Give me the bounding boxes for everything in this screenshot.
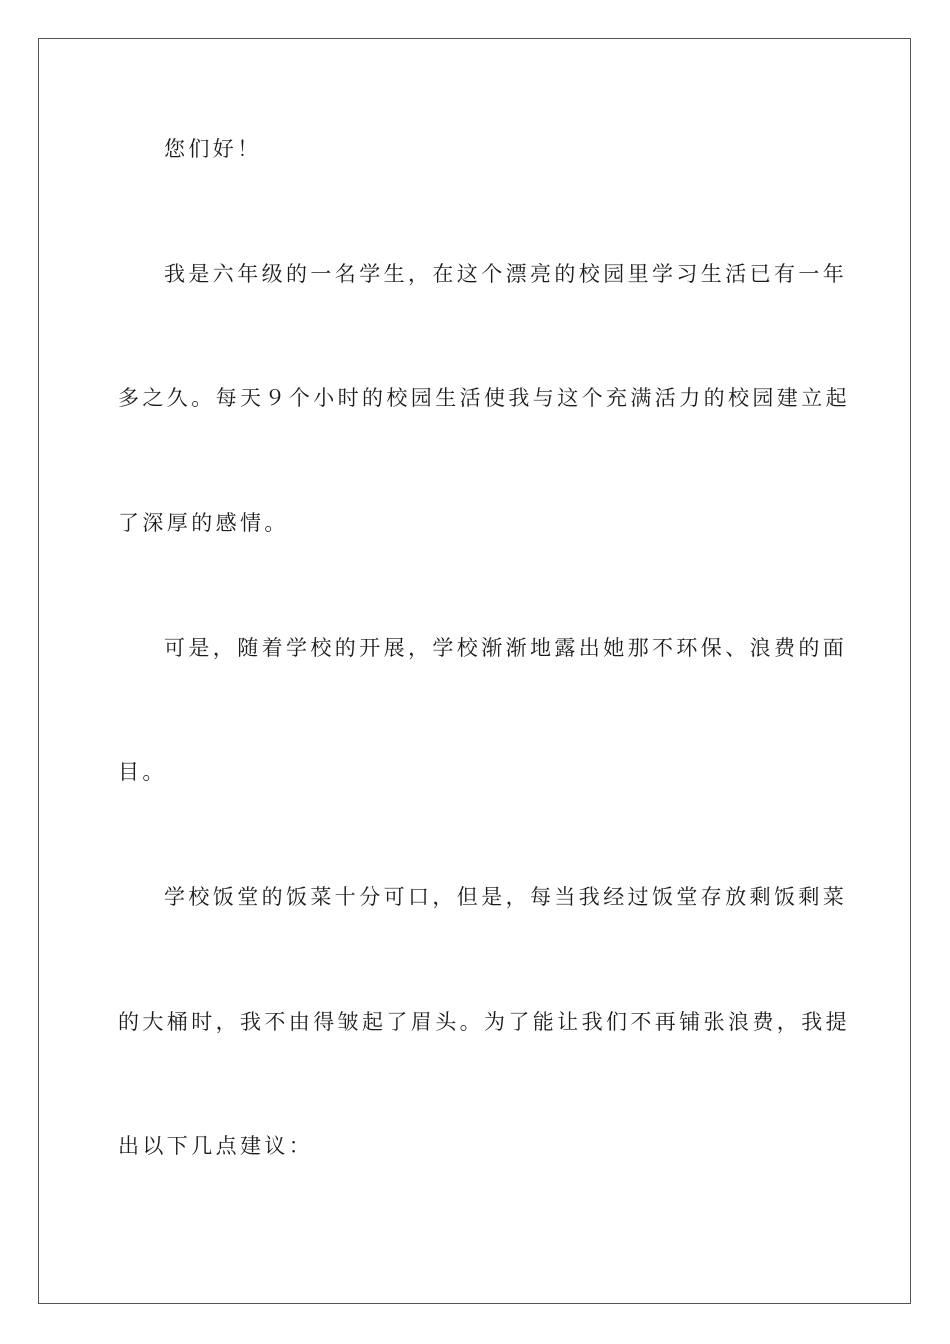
paragraph-3-line-1: 学校饭堂的饭菜十分可口，但是，每当我经过饭堂存放剩饭剩菜 [164, 885, 848, 909]
paragraph-2-line-2: 目。 [118, 760, 167, 784]
paragraph-2-line-1: 可是，随着学校的开展，学校渐渐地露出她那不环保、浪费的面 [164, 636, 848, 660]
greeting-line: 您们好！ [164, 137, 262, 161]
page-border [38, 38, 911, 1304]
paragraph-1-line-1: 我是六年级的一名学生，在这个漂亮的校园里学习生活已有一年 [164, 262, 848, 286]
paragraph-1-line-2: 多之久。每天９个小时的校园生活使我与这个充满活力的校园建立起 [118, 386, 850, 410]
paragraph-3-line-2: 的大桶时，我不由得皱起了眉头。为了能让我们不再铺张浪费，我提 [118, 1010, 850, 1034]
paragraph-1-line-3: 了深厚的感情。 [118, 511, 289, 535]
paragraph-3-line-3: 出以下几点建议： [118, 1134, 314, 1158]
